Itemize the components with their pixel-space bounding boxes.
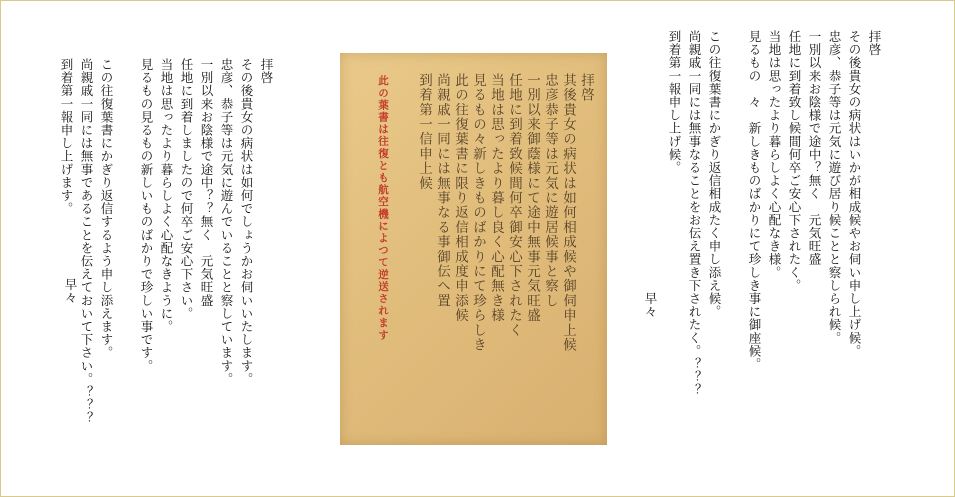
modern-text-line: その後貴女の病状は如何でしょうかお伺いいたします。 <box>239 58 254 386</box>
modern-text-line <box>116 58 136 478</box>
original-text-line: 当地は思ったより暮らしよく心配なき様。 <box>767 30 782 279</box>
handwriting-stroke: 此の往復葉書に限り返信相成度申添候 <box>452 73 468 323</box>
modern-text-line: 見るもの見るもの新しいものばかりで珍しい事です。 <box>139 58 154 373</box>
handwriting-stroke: 任地に到着致候間何卒御安心下されたく <box>506 73 522 338</box>
modern-text-line: 任地に到着しましたので何卒ご安心下さい。 <box>179 58 194 320</box>
postcard-photo <box>340 53 607 445</box>
modern-text-line: この往復葉書にかぎり返信するよう申し添えます。 <box>99 58 114 360</box>
original-text-line: 到着第一報申し上げ候。 <box>667 30 682 175</box>
original-text-line: 忠彦、恭子等は元気に遊び居り候ことと察しられ候。 <box>827 30 842 345</box>
handwriting-stroke: 尚親戚一同には無事なる事御伝へ置 <box>434 73 450 309</box>
modern-text-line: 忠彦、恭子等は元気に遊んでいることと察しています。 <box>219 58 234 386</box>
modern-closing: 早々 <box>63 278 78 305</box>
modern-translation-text <box>56 58 276 478</box>
handwriting-stroke: 到着第一信申上候 <box>416 73 432 191</box>
modern-text-line: 到着第一報申し上げます。 <box>59 58 74 216</box>
original-text-line: 見るもの 々 新しきものばかりにて珍しき事に御座候。 <box>747 30 762 371</box>
handwriting-stroke: 其後貴女の病状は如何相成候や御伺申上候 <box>560 73 576 353</box>
handwriting-stroke: 当地は思ったより暮し良く心配無き様 <box>488 73 504 323</box>
handwriting-stroke: 見るもの々新しきものばかりにて珍らしき <box>470 73 486 353</box>
original-text-line: この往復葉書にかぎり返信相成たく申し添え候。 <box>707 30 722 319</box>
original-text-line: 拝啓 <box>867 30 882 57</box>
handwriting-stroke: 一別以来御蔭様にて途中無事元気旺盛 <box>524 73 540 323</box>
original-text-line: 一別以来お陰様で途中？無く 元気旺盛 <box>807 30 822 266</box>
airmail-stamp-text: 此の葉書は往復とも航空機によつて逆送されます <box>377 75 389 342</box>
modern-text-line: 拝啓 <box>259 58 274 85</box>
original-closing: 早々 <box>643 292 658 319</box>
original-transcription-text <box>664 30 884 470</box>
modern-text-line: 当地は思ったより暮らしよく心配なきように。 <box>159 58 174 334</box>
handwriting-stroke: 忠彦恭子等は元気に遊居候事と察し <box>542 73 558 309</box>
original-text-line: その後貴女の病状はいかが相成候やお伺い申し上げ候。 <box>847 30 862 358</box>
modern-text-line: 尚親戚一同には無事であることを伝えておいて下さい。？？？ <box>79 58 94 425</box>
handwriting-stroke: 拝啓 <box>578 73 594 103</box>
original-text-line: 尚親戚一同には無事なることをお伝え置き下されたく。？？？ <box>687 30 702 397</box>
original-text-line <box>724 30 744 470</box>
original-text-line: 任地に到着致し候間何卒ご安心下されたく。 <box>787 30 802 292</box>
modern-text-line: 一別以来お陰様で途中？？無く 元気旺盛 <box>199 58 214 307</box>
